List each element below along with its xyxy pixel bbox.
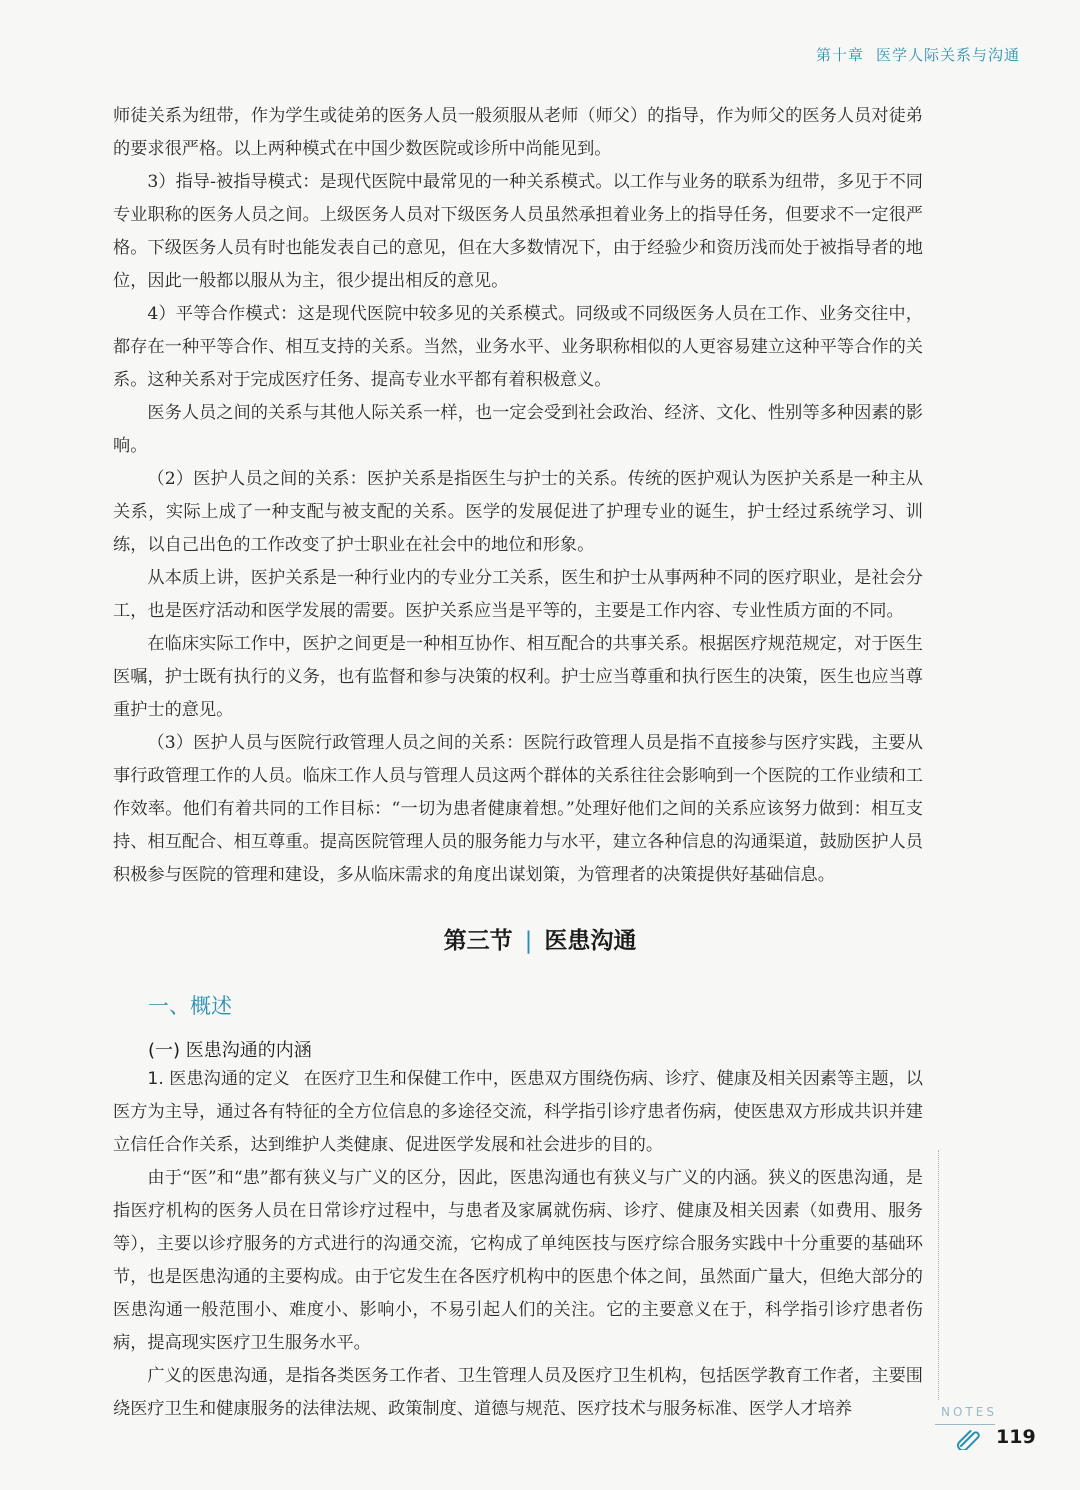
definition-term: 1. 医患沟通的定义 [147, 1069, 290, 1089]
paperclip-icon [955, 1428, 983, 1450]
page-number: 119 [996, 1426, 1036, 1448]
notes-margin-rule [938, 1150, 939, 1400]
section-separator: | [524, 928, 533, 954]
definition-text: 在医疗卫生和保健工作中，医患双方围绕伤病、诊疗、健康及相关因素等主题，以医方为主导，通过各有特征的全方位信息的多途径交流，科学指引诊疗患者伤病，使医患双方形成共识并建立信任合作关系，达到维护人类健康、促进医学发展和社会进步的目的。 [113, 1069, 923, 1155]
heading-level-2: (一) 医患沟通的内涵 [148, 1040, 312, 1061]
running-head [804, 44, 1020, 65]
notes-label: NOTES [941, 1405, 997, 1419]
notes-divider [935, 1424, 995, 1425]
section-title [0, 922, 1080, 955]
paragraph: 4）平等合作模式：这是现代医院中较多见的关系模式。同级或不同级医务人员在工作、业务交往中，都存在一种平等合作、相互支持的关系。当然，业务水平、业务职称相似的人更容易建立这种平等合作的关系。这种关系对于完成医疗任务、提高专业水平都有着积极意义。 [113, 304, 923, 390]
section-name: 医患沟通 [544, 928, 637, 954]
paragraph: 医务人员之间的关系与其他人际关系一样，也一定会受到社会政治、经济、文化、性别等多种因素的影响。 [113, 403, 923, 456]
paragraph: 从本质上讲，医护关系是一种行业内的专业分工关系，医生和护士从事两种不同的医疗职业，是社会分工，也是医疗活动和医学发展的需要。医护关系应当是平等的，主要是工作内容、专业性质方面的不同。 [113, 568, 923, 621]
chapter-number: 第十章 [815, 46, 864, 64]
heading-level-1: 一、概述 [148, 994, 232, 1018]
paragraph: 师徒关系为纽带，作为学生或徒弟的医务人员一般须服从老师（师父）的指导，作为师父的医务人员对徒弟的要求很严格。以上两种模式在中国少数医院或诊所中尚能见到。 [113, 106, 923, 159]
body-text-bottom [113, 1063, 923, 1426]
paragraph: （2）医护人员之间的关系：医护关系是指医生与护士的关系。传统的医护观认为医护关系是一种主从关系，实际上成了一种支配与被支配的关系。医学的发展促进了护理专业的诞生，护士经过系统学习、训练，以自己出色的工作改变了护士职业在社会中的地位和形象。 [113, 469, 923, 555]
paragraph: 广义的医患沟通，是指各类医务工作者、卫生管理人员及医疗卫生机构，包括医学教育工作者，主要围绕医疗卫生和健康服务的法律法规、政策制度、道德与规范、医疗技术与服务标准、医学人才培养 [113, 1366, 923, 1419]
chapter-title: 医学人际关系与沟通 [875, 46, 1020, 64]
paragraph: （3）医护人员与医院行政管理人员之间的关系：医院行政管理人员是指不直接参与医疗实践，主要从事行政管理工作的人员。临床工作人员与管理人员这两个群体的关系往往会影响到一个医院的工作业绩和工作效率。他们有着共同的工作目标：“一切为患者健康着想。”处理好他们之间的关系应该努力做到：相互支持、相互配合、相互尊重。提高医院管理人员的服务能力与水平，建立各种信息的沟通渠道，鼓励医护人员积极参与医院的管理和建设，多从临床需求的角度出谋划策，为管理者的决策提供好基础信息。 [113, 733, 923, 885]
paragraph: 由于“医”和“患”都有狭义与广义的区分，因此，医患沟通也有狭义与广义的内涵。狭义的医患沟通，是指医疗机构的医务人员在日常诊疗过程中，与患者及家属就伤病、诊疗、健康及相关因素（如费用、服务等），主要以诊疗服务的方式进行的沟通交流，它构成了单纯医技与医疗综合服务实践中十分重要的基础环节，也是医患沟通的主要构成。由于它发生在各医疗机构中的医患个体之间，虽然面广量大，但绝大部分的医患沟通一般范围小、难度小、影响小，不易引起人们的关注。它的主要意义在于，科学指引诊疗患者伤病，提高现实医疗卫生服务水平。 [113, 1168, 923, 1353]
body-text-top [113, 100, 923, 892]
paragraph: 3）指导-被指导模式：是现代医院中最常见的一种关系模式。以工作与业务的联系为纽带，多见于不同专业职称的医务人员之间。上级医务人员对下级医务人员虽然承担着业务上的指导任务，但要求不一定很严格。下级医务人员有时也能发表自己的意见，但在大多数情况下，由于经验少和资历浅而处于被指导者的地位，因此一般都以服从为主，很少提出相反的意见。 [113, 172, 923, 291]
paragraph: 在临床实际工作中，医护之间更是一种相互协作、相互配合的共事关系。根据医疗规范规定，对于医生医嘱，护士既有执行的义务，也有监督和参与决策的权利。护士应当尊重和执行医生的决策，医生也应当尊重护士的意见。 [113, 634, 923, 720]
section-number: 第三节 [443, 928, 513, 954]
definition-paragraph [113, 1063, 923, 1162]
